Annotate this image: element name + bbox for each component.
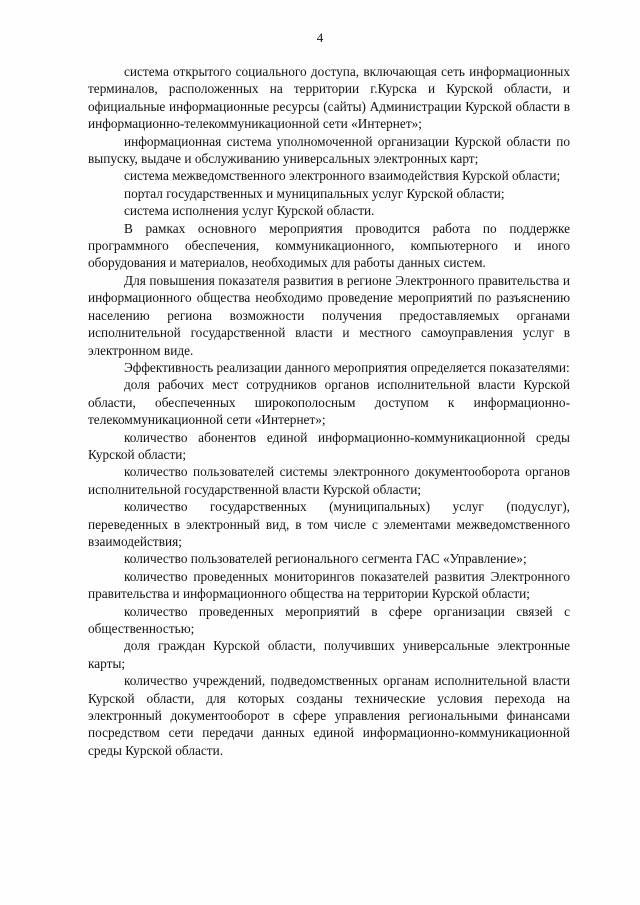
paragraph: количество пользователей регионального сегмента ГАС «Управление»; <box>124 551 527 567</box>
paragraph: система межведомственного электронного взаимодействия Курской области; <box>124 168 561 184</box>
paragraph: количество учреждений, подведомственных органам исполнительной власти Курской области, для которых созданы технические условия перехода на электронный документооборот в сфере управления региональными финансами посредством сети передачи данных единой информационно-коммуникационной среды Курской области. <box>88 673 570 758</box>
paragraph: портал государственных и муниципальных услуг Курской области; <box>124 185 505 201</box>
paragraph: система исполнения услуг Курской области. <box>124 203 375 219</box>
paragraph: Эффективность реализации данного мероприятия определяется показателями: <box>124 359 570 375</box>
paragraph: доля рабочих мест сотрудников органов исполнительной власти Курской области, обеспеченных широкополосным доступом к информационно-телекоммуникационной сети «Интернет»; <box>88 377 570 428</box>
paragraph: Для повышения показателя развития в регионе Электронного правительства и информационного общества необходимо проведение мероприятий по разъяснению населению региона возможности получения предоставляемых органами исполнительной государственной власти и местного самоуправления услуг в электронном виде. <box>88 272 570 358</box>
paragraph: количество проведенных мероприятий в сфере организации связей с общественностью; <box>88 603 570 636</box>
paragraph: количество абонентов единой информационно-коммуникационной среды Курской области; <box>88 429 570 462</box>
document-body <box>88 63 570 759</box>
paragraph: информационная система уполномоченной организации Курской области по выпуску, выдаче и обслуживанию универсальных электронных карт; <box>88 133 570 167</box>
paragraph: система открытого социального доступа, включающая сеть информационных терминалов, расположенных на территории г.Курска и Курской области, и официальные информационные ресурсы (сайты) Администрации Курской области в информационно-телекоммуникационной сети «Интернет»; <box>88 64 570 132</box>
paragraph: количество проведенных мониторингов показателей развития Электронного правительства и информационного общества на территории Курской области; <box>88 568 570 602</box>
paragraph: доля граждан Курской области, получивших универсальные электронные карты; <box>88 638 570 671</box>
paragraph: количество государственных (муниципальных) услуг (подуслуг), переведенных в электронный вид, в том числе с элементами межведомственного взаимодействия; <box>88 499 570 549</box>
paragraph: В рамках основного мероприятия проводится работа по поддержке программного обеспечения, коммуникационного, компьютерного и иного оборудования и материалов, необходимых для работы данных систем. <box>88 220 570 271</box>
page-number: 4 <box>316 30 324 45</box>
paragraph: количество пользователей системы электронного документооборота органов исполнительной государственной власти Курской области; <box>88 464 570 497</box>
